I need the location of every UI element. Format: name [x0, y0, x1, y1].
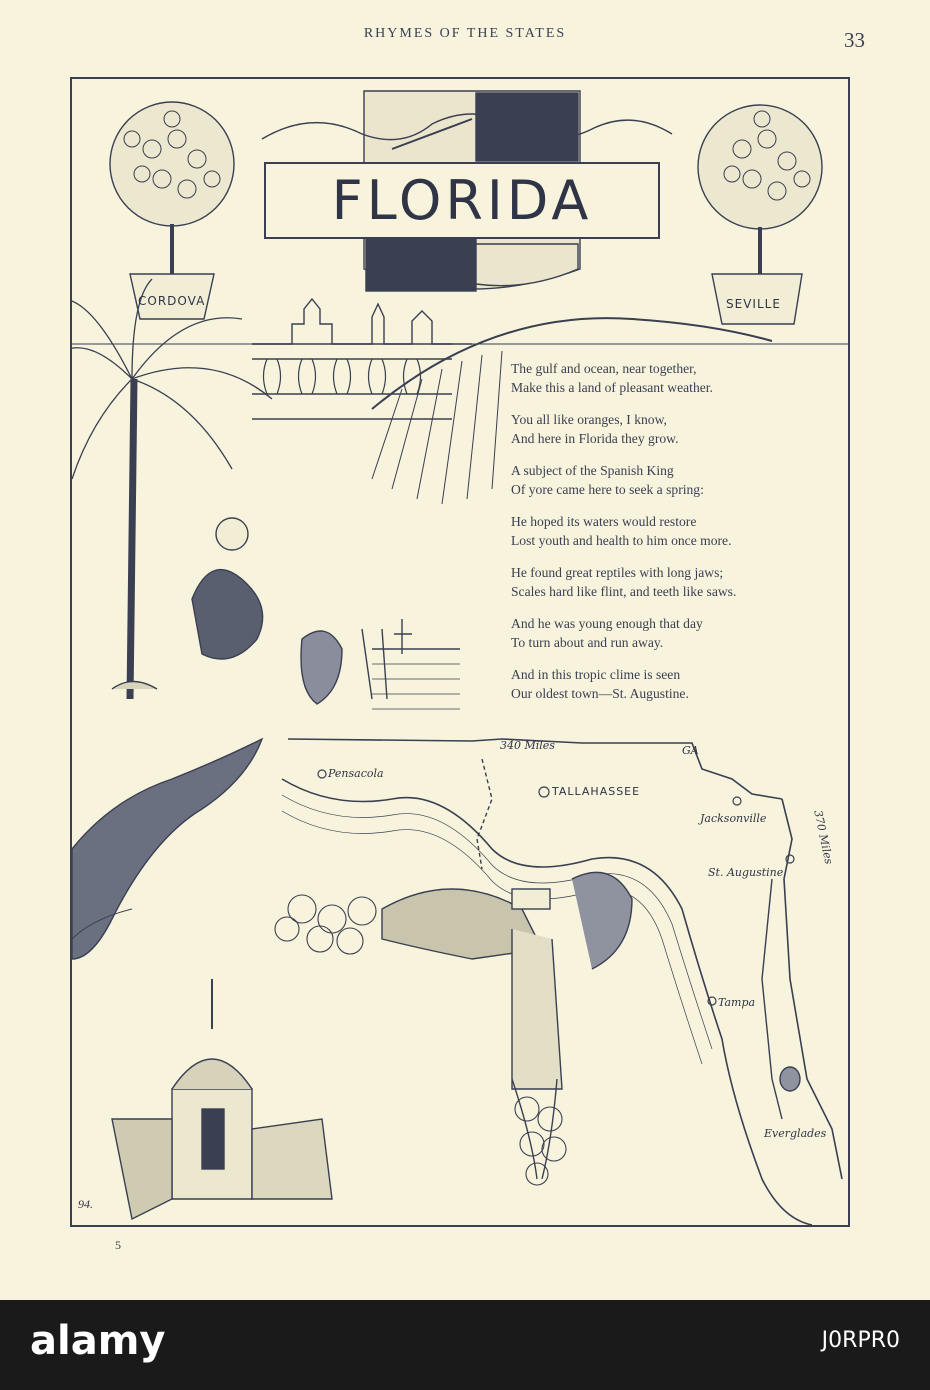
stock-logo: alamy — [30, 1318, 166, 1364]
poem-line: The gulf and ocean, near together, — [511, 361, 697, 376]
poem-stanza — [511, 563, 850, 601]
poem-stanza — [511, 461, 850, 499]
map-label-ga: GA — [682, 744, 699, 757]
map-label-everglades: Everglades — [764, 1127, 827, 1140]
urn-label-left: CORDOVA — [138, 294, 206, 308]
poem-line: And here in Florida they grow. — [511, 431, 679, 446]
artist-signature: 94. — [78, 1197, 93, 1211]
signature-mark: 5 — [115, 1238, 121, 1252]
page-title: FLORIDA — [331, 169, 593, 232]
poem-line: Our oldest town—St. Augustine. — [511, 686, 689, 701]
running-head: RHYMES OF THE STATES — [363, 26, 567, 41]
poem-stanza — [511, 410, 850, 448]
stock-image-id: J0RPR0 — [821, 1328, 900, 1353]
poem-stanza — [511, 665, 850, 703]
poem-stanza — [511, 512, 850, 550]
map-label-jacksonville: Jacksonville — [700, 812, 767, 825]
poem-line: You all like oranges, I know, — [511, 412, 667, 427]
map-label-miles-top: 340 Miles — [500, 739, 555, 752]
poem — [511, 359, 850, 716]
poem-line: And in this tropic clime is seen — [511, 667, 681, 682]
poem-line: Scales hard like flint, and teeth like saws. — [511, 584, 737, 599]
poem-line: To turn about and run away. — [511, 635, 664, 650]
poem-line: Lost youth and health to him once more. — [511, 533, 732, 548]
map-label-miles-side: 370 Miles — [811, 809, 836, 866]
poem-line: Make this a land of pleasant weather. — [511, 380, 713, 395]
map-label-pensacola: Pensacola — [328, 767, 384, 780]
title-banner — [264, 162, 660, 239]
poem-line: A subject of the Spanish King — [511, 463, 674, 478]
poem-line: And he was young enough that day — [511, 616, 703, 631]
poem-line: He found great reptiles with long jaws; — [511, 565, 724, 580]
poem-line: He hoped its waters would restore — [511, 514, 697, 529]
illustration-frame — [70, 77, 850, 1227]
poem-stanza — [511, 614, 850, 652]
stock-watermark-bar — [0, 1300, 930, 1390]
page-number: 33 — [844, 28, 865, 52]
map-label-tampa: Tampa — [718, 996, 756, 1009]
urn-label-right: SEVILLE — [726, 297, 781, 311]
map-label-st-augustine: St. Augustine — [708, 866, 784, 879]
map-label-tallahassee: TALLAHASSEE — [552, 785, 641, 798]
poem-line: Of yore came here to seek a spring: — [511, 482, 704, 497]
poem-stanza — [511, 359, 850, 397]
